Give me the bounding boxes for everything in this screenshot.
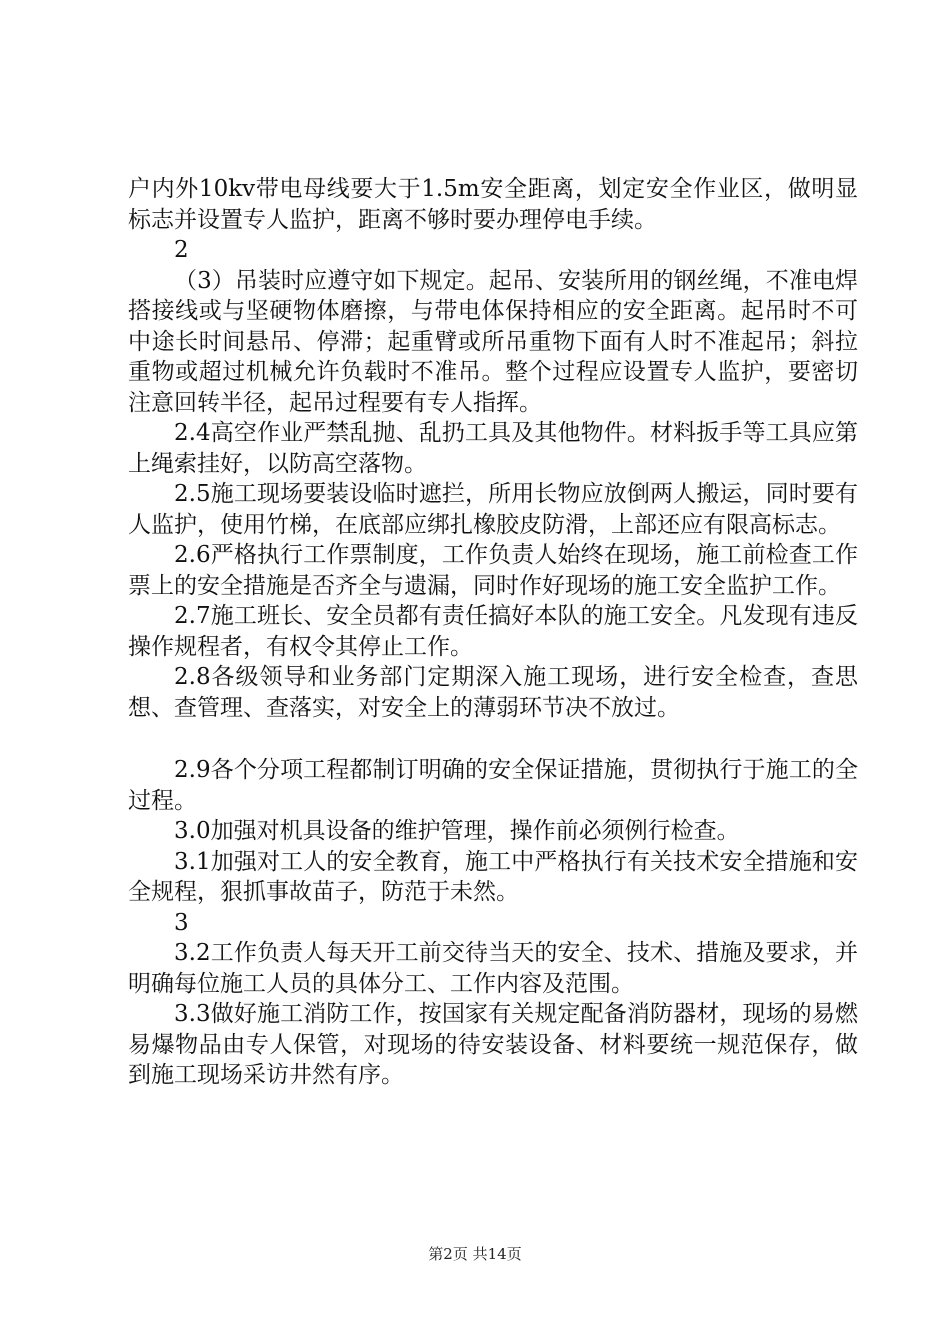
page-footer: 第2页 共14页 [428,1245,522,1263]
paragraph-3-1: 3.1加强对工人的安全教育，施工中严格执行有关技术安全措施和安全规程，狠抓事故苗子，防范于未然。 [128,848,858,905]
paragraph-2-6: 2.6严格执行工作票制度，工作负责人始终在现场，施工前检查工作票上的安全措施是否齐全与遗漏，同时作好现场的施工安全监护工作。 [128,542,858,599]
paragraph-continuation: 户内外10kv带电母线要大于1.5m安全距离，划定安全作业区，做明显标志并设置专人监护，距离不够时要办理停电手续。 [128,176,858,233]
inline-page-number: 2 [174,237,189,263]
paragraph-2-8: 2.8各级领导和业务部门定期深入施工现场，进行安全检查，查思想、查管理、查落实，对安全上的薄弱环节决不放过。 [128,664,858,721]
document-body [128,174,858,1091]
paragraph-3-3: 3.3做好施工消防工作，按国家有关规定配备消防器材，现场的易燃易爆物品由专人保管，对现场的待安装设备、材料要统一规范保存，做到施工现场采访井然有序。 [128,1001,858,1088]
paragraph-gap [128,723,858,755]
paragraph-2-9: 2.9各个分项工程都制订明确的安全保证措施，贯彻执行于施工的全过程。 [128,757,858,814]
inline-page-number: 3 [174,909,189,936]
paragraph-3-0: 3.0加强对机具设备的维护管理，操作前必须例行检查。 [174,818,740,844]
paragraph-2-7: 2.7施工班长、安全员都有责任搞好本队的施工安全。凡发现有违反操作规程者，有权令其停止工作。 [128,603,858,660]
paragraph-3-2: 3.2工作负责人每天开工前交待当天的安全、技术、措施及要求，并明确每位施工人员的具体分工、工作内容及范围。 [128,940,858,997]
paragraph-2-4: 2.4高空作业严禁乱抛、乱扔工具及其他物件。材料扳手等工具应第上绳索挂好，以防高空落物。 [128,420,858,477]
paragraph-lifting-rules: （3）吊装时应遵守如下规定。起吊、安装所用的钢丝绳，不准电焊搭接线或与坚硬物体磨擦，与带电体保持相应的安全距离。起吊时不可中途长时间悬吊、停滞；起重臂或所吊重物下面有人时不准起吊；斜拉重物或超过机械允许负载时不准吊。整个过程应设置专人监护，要密切注意回转半径，起吊过程要有专人指挥。 [128,267,858,416]
paragraph-2-5: 2.5施工现场要装设临时遮拦，所用长物应放倒两人搬运，同时要有人监护，使用竹梯，在底部应绑扎橡胶皮防滑，上部还应有限高标志。 [128,481,858,538]
